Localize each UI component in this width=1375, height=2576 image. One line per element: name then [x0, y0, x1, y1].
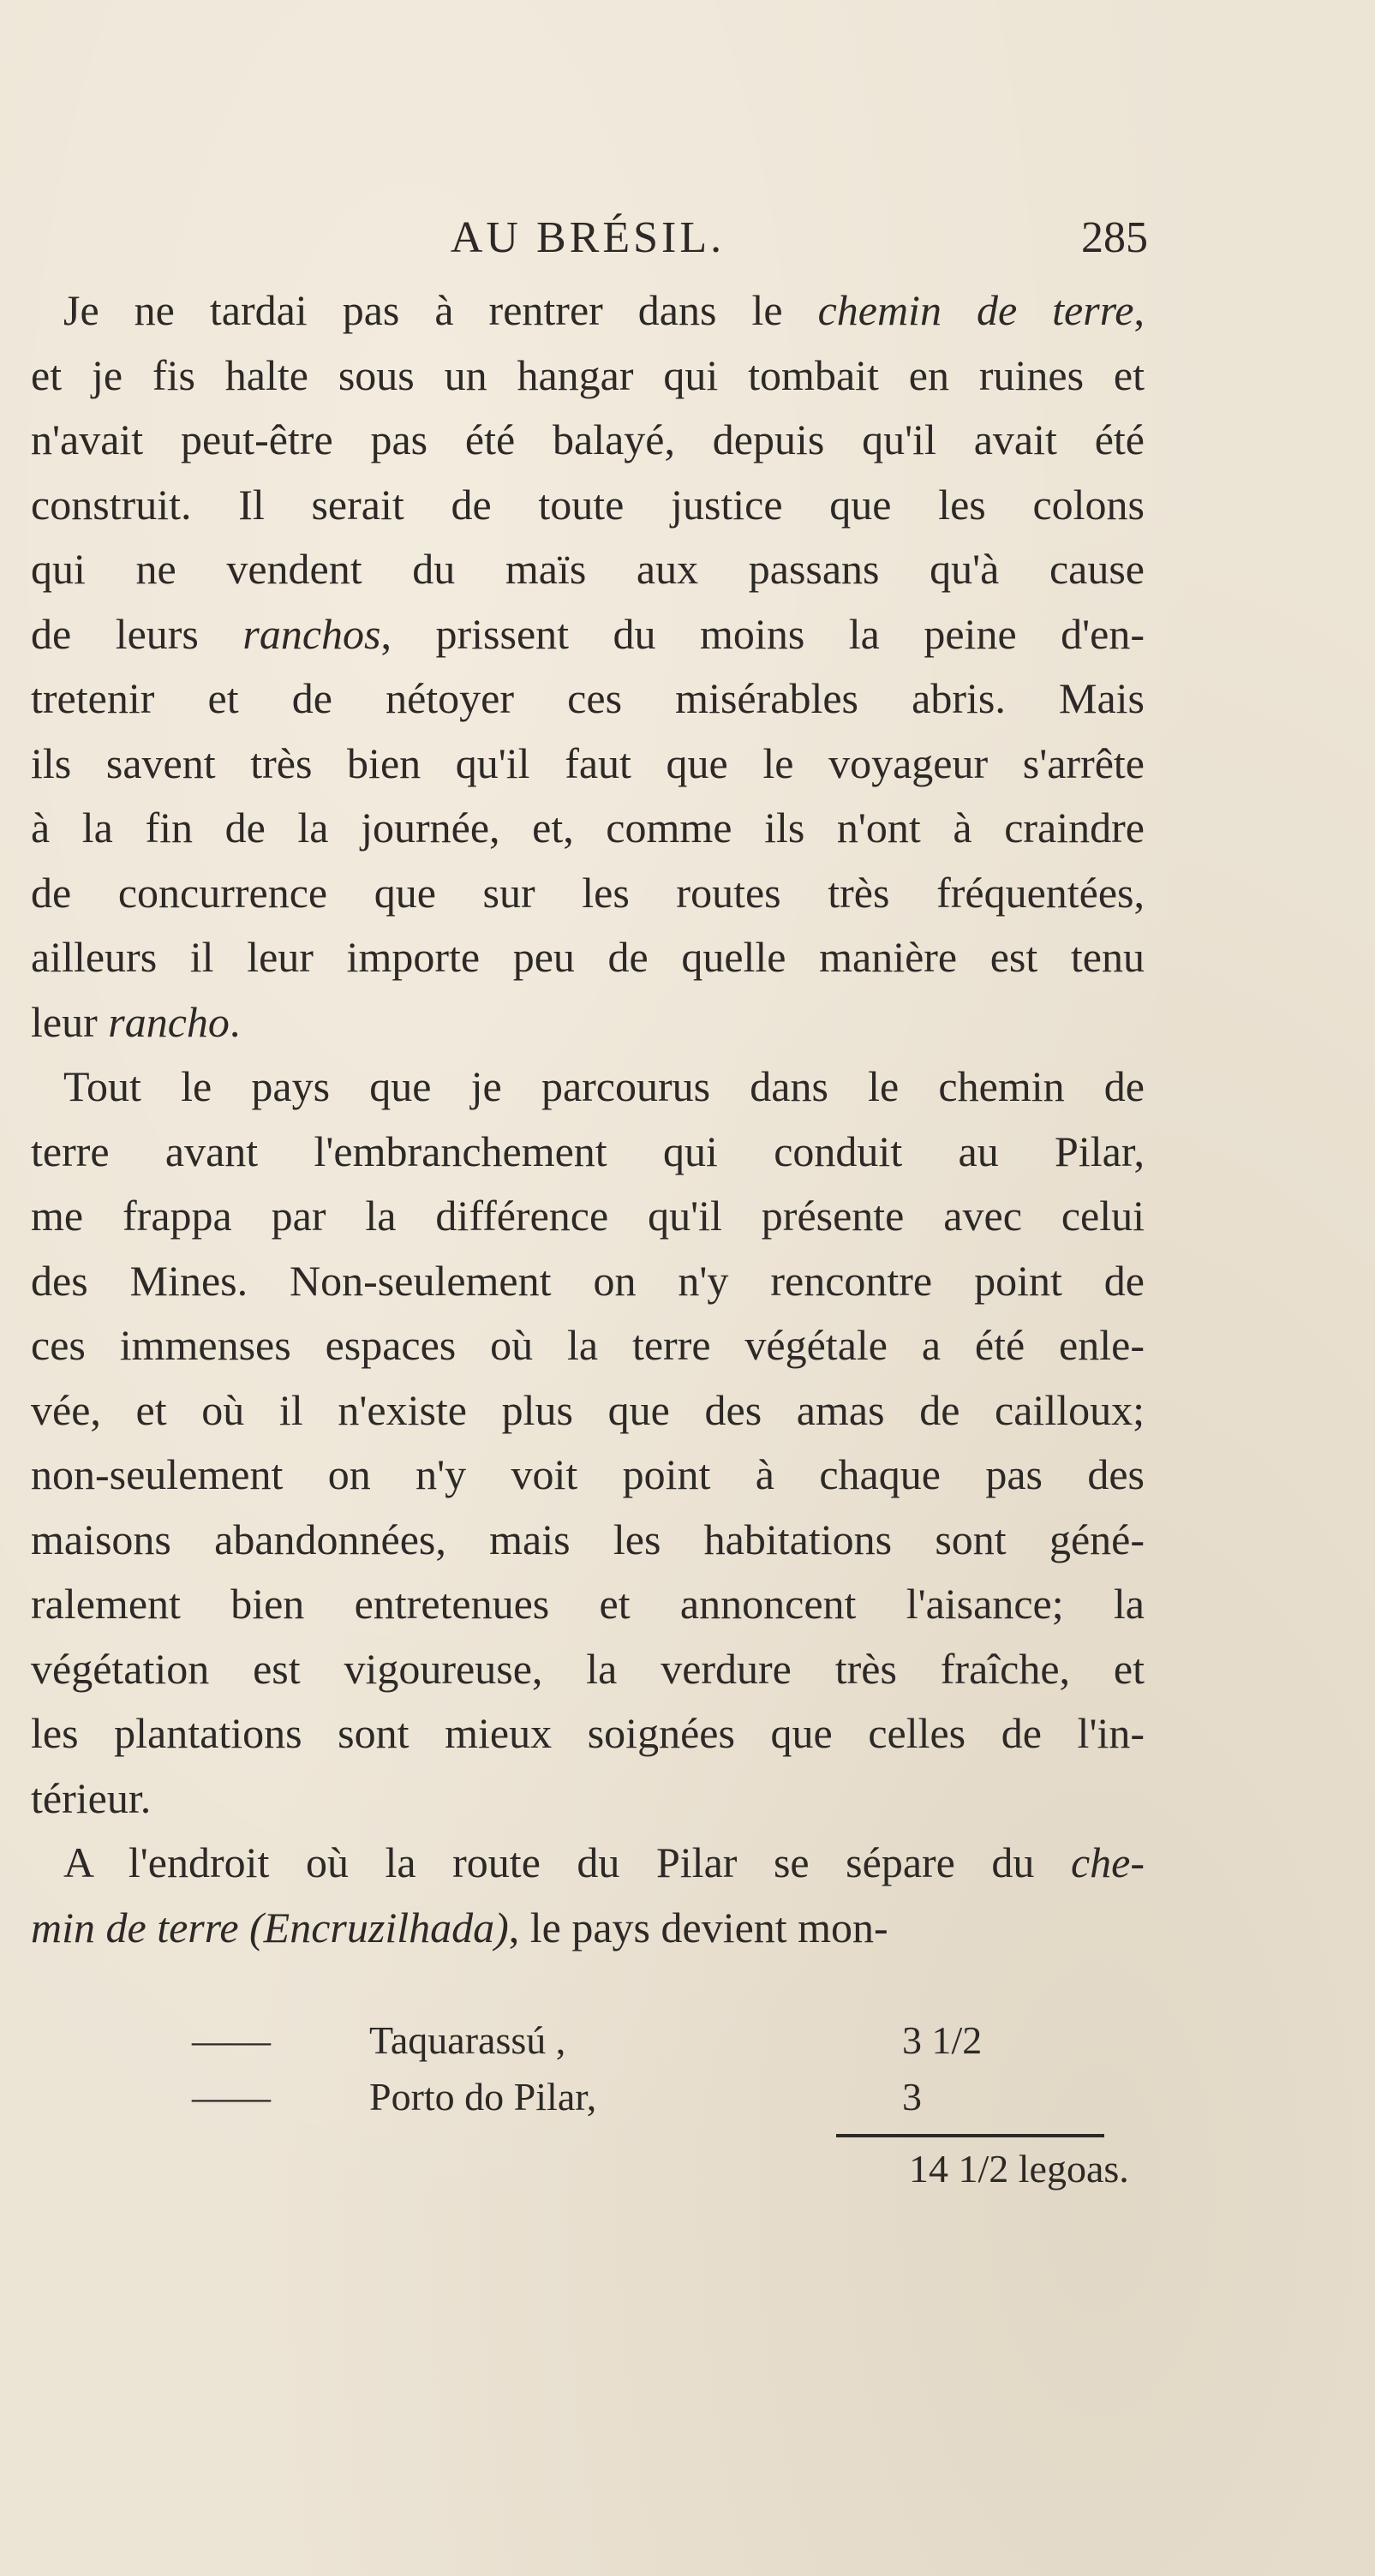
- text-line: [31, 537, 1145, 602]
- text-run: .: [229, 997, 241, 1046]
- text-run: A l'endroit où la route du Pilar se sépare du: [63, 1838, 1071, 1886]
- text-run: de concurrence que sur les routes très fréquentées,: [31, 868, 1145, 917]
- text-line: [31, 1572, 1145, 1637]
- text-line: [31, 602, 1145, 667]
- italic-text-run: rancho: [108, 997, 230, 1046]
- text-run: qui ne vendent du maïs aux passans qu'à cause: [31, 545, 1145, 593]
- text-line: [31, 1766, 1145, 1832]
- text-line: [31, 1249, 1145, 1314]
- text-line: [31, 1055, 1145, 1120]
- text-run: et je fis halte sous un hangar qui tombait en ruines et: [31, 350, 1145, 399]
- text-run: ailleurs il leur importe peu de quelle manière est tenu: [31, 933, 1145, 981]
- text-line: [31, 1831, 1145, 1896]
- itinerary-row: [31, 2074, 1145, 2131]
- text-line: [31, 1508, 1145, 1573]
- page-number: 285: [1081, 213, 1148, 262]
- text-line: [31, 278, 1145, 344]
- text-run: construit. Il serait de toute justice que les colons: [31, 480, 1145, 529]
- text-run: maisons abandonnées, mais les habitations sont géné-: [31, 1515, 1145, 1563]
- itinerary-distance: 3: [902, 2075, 922, 2119]
- text-run: ralement bien entretenues et annoncent l'aisance; la: [31, 1580, 1145, 1628]
- ditto-dash: ——: [192, 2075, 271, 2119]
- italic-text-run: ranchos: [242, 609, 381, 658]
- paragraph: [31, 1055, 1145, 1831]
- text-line: [31, 1701, 1145, 1766]
- sum-rule: [836, 2134, 1104, 2137]
- text-line: [31, 473, 1145, 538]
- italic-text-run: chemin de terre: [817, 286, 1134, 334]
- text-run: les plantations sont mieux soignées que celles de l'in-: [31, 1709, 1145, 1757]
- italic-text-run: che-: [1070, 1838, 1145, 1886]
- text-run: me frappa par la différence qu'il présente avec celui: [31, 1192, 1145, 1240]
- text-run: terre avant l'embranchement qui conduit au Pilar,: [31, 1127, 1145, 1175]
- text-run: , le pays devient mon-: [508, 1903, 888, 1951]
- text-line: [31, 666, 1145, 732]
- text-run: leur: [31, 997, 109, 1046]
- text-line: [31, 1120, 1145, 1185]
- ditto-dash: ——: [192, 2018, 271, 2062]
- text-run: , prissent du moins la peine d'en-: [380, 609, 1145, 658]
- text-line: [31, 796, 1145, 861]
- paragraph: [31, 278, 1145, 1055]
- text-line: [31, 732, 1145, 797]
- text-line: [31, 925, 1145, 990]
- text-line: [31, 1313, 1145, 1378]
- text-run: térieur.: [31, 1773, 152, 1822]
- text-run: de leurs: [31, 609, 243, 658]
- itinerary-table: [31, 2017, 1145, 2190]
- text-run: ces immenses espaces où la terre végétale a été enle-: [31, 1321, 1145, 1369]
- running-title: AU BRÉSIL.: [450, 213, 726, 262]
- text-run: à la fin de la journée, et, comme ils n'ont à craindre: [31, 804, 1145, 852]
- text-line: [31, 1378, 1145, 1443]
- text-run: vée, et où il n'existe plus que des amas de cailloux;: [31, 1385, 1145, 1434]
- text-run: ils savent très bien qu'il faut que le voyageur s'arrête: [31, 738, 1145, 787]
- text-line: [31, 861, 1145, 926]
- itinerary-row: [31, 2017, 1145, 2074]
- text-run: végétation est vigoureuse, la verdure très fraîche, et: [31, 1644, 1145, 1693]
- text-run: des Mines. Non-seulement on n'y rencontre point de: [31, 1256, 1145, 1305]
- text-line: [31, 990, 1145, 1055]
- text-line: [31, 1184, 1145, 1249]
- itinerary-place: Porto do Pilar,: [369, 2075, 597, 2119]
- body-text: [31, 278, 1145, 1960]
- running-head: [31, 208, 1148, 268]
- text-run: non-seulement on n'y voit point à chaque pas des: [31, 1450, 1145, 1498]
- italic-text-run: min de terre (Encruzilhada): [31, 1903, 509, 1951]
- itinerary-place: Taquarassú ,: [369, 2018, 566, 2062]
- text-line: [31, 1443, 1145, 1508]
- text-line: [31, 1896, 1145, 1961]
- text-line: [31, 344, 1145, 409]
- text-run: tretenir et de nétoyer ces misérables abris. Mais: [31, 674, 1145, 722]
- itinerary-total: 14 1/2 legoas.: [909, 2147, 1129, 2190]
- text-run: Tout le pays que je parcourus dans le chemin de: [63, 1062, 1145, 1110]
- text-run: Je ne tardai pas à rentrer dans le: [63, 286, 818, 334]
- text-run: ,: [1133, 286, 1145, 334]
- text-line: [31, 1637, 1145, 1702]
- text-line: [31, 408, 1145, 473]
- itinerary-distance: 3 1/2: [902, 2018, 983, 2062]
- paragraph: [31, 1831, 1145, 1960]
- text-run: n'avait peut-être pas été balayé, depuis qu'il avait été: [31, 415, 1145, 463]
